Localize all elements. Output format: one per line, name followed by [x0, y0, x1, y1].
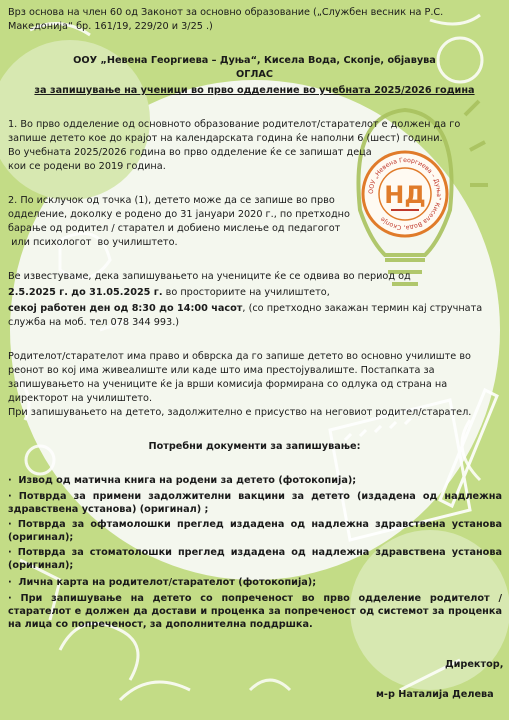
document-item-1: · Извод од матична книга на родени за детето (фотокопија); [8, 475, 357, 486]
enrollment-location: во просториите на училиштето, [162, 287, 330, 298]
stamp-letters: НД [384, 181, 426, 209]
document-item-6: · При запишување на детето со попреченост во прво одделение родителот / старателот е должен да достави и проценка за попреченост од системот за проценка на лица со попреченост, за дополнителна поддршка. [8, 593, 502, 630]
paragraph-4-line-2: реонот во кој има живеалиште или каде што има престојувалиште. Постапката за [8, 365, 435, 376]
documents-heading: Потребни документи за запишување: [148, 441, 361, 452]
paragraph-1-line-1: 1. Во прво одделение од основното образование родителот/старателот е должен да го [8, 119, 461, 130]
legal-basis-line-2: Македонија“ бр. 161/19, 229/20 и 3/25 .) [8, 21, 213, 32]
announcement-subtitle: за запишување на ученици во прво одделение во учебната 2025/2026 година [34, 85, 475, 96]
signature-name: м-р Наталија Делева [376, 689, 494, 700]
signature-role: Директор, [445, 659, 504, 670]
paragraph-1-line-2: запише детето кое до крајот на календарската година ќе наполни 6 (шест) години. [8, 133, 443, 144]
document-item-4: · Потврда за стоматолошки преглед издадена од надлежна здравствена установа (оригинал); [8, 547, 502, 571]
paragraph-2-line-4: или психологот во училиштето. [8, 237, 178, 248]
school-logo-stamp [361, 150, 449, 238]
paragraph-2-line-1: 2. По исклучок од точка (1), детето може да се запише во прво [8, 195, 335, 206]
paragraph-4-line-3: запишувањето на учениците ќе ја врши комисија формирана со одлука од страна на [8, 379, 448, 390]
stamp-ring-text: ООУ „Невена Георгиева – Дуња“ Кисела Вода, Скопје [367, 156, 443, 232]
legal-basis-line-1: Врз основа на член 60 од Законот за основно образование („Службен весник на Р.С. [8, 7, 444, 18]
oglas-title: ОГЛАС [235, 69, 274, 80]
paragraph-4-line-1: Родителот/старателот има право и обврска да го запише детето во основно училиште во [8, 351, 471, 362]
paragraph-2-line-2: одделение, доколку е родено до 31 јануари 2020 г., по претходно [8, 209, 350, 220]
working-hours: секој работен ден од 8:30 до 14:00 часот [8, 303, 243, 314]
appointment-note: , (со претходно закажан термин кај стручната [242, 303, 483, 314]
paragraph-1-line-4: кои се родени во 2019 година. [8, 161, 166, 172]
document-item-2: · Потврда за примени задолжителни вакцини за детето (издадена од надлежна здравствена установа) (оригинал) ; [8, 491, 502, 515]
document-item-5: · Лична карта на родителот/старателот (фотокопија); [8, 577, 317, 588]
paragraph-4-line-4: директорот на училиштето. [8, 393, 153, 404]
paragraph-3-line-2 [8, 286, 330, 299]
enrollment-period: 2.5.2025 г. до 31.05.2025 г. [8, 287, 163, 298]
paragraph-4-line-5: При запишувањето на детето, задолжително е присуство на неговиот родител/старател. [8, 407, 472, 418]
paragraph-3-line-1: Ве известуваме, дека запишувањето на учениците ќе се одвива во период од [8, 271, 411, 282]
paragraph-1-line-3: Во учебната 2025/2026 година во прво одделение ќе се запишат деца [8, 147, 372, 158]
school-name: ООУ „Невена Георгиева – Дуња“, Кисела Вода, Скопје, објавува [73, 55, 436, 66]
paragraph-3-line-4: служба на моб. тел 078 344 993.) [8, 317, 180, 328]
paragraph-3-line-3 [8, 302, 482, 315]
document-item-3: · Потврда за офтамолошки преглед издадена од надлежна здравствена установа (оригинал); [8, 519, 502, 543]
paragraph-2-line-3: барање од родител / старател и добиено мислење од педагогот [8, 223, 341, 234]
